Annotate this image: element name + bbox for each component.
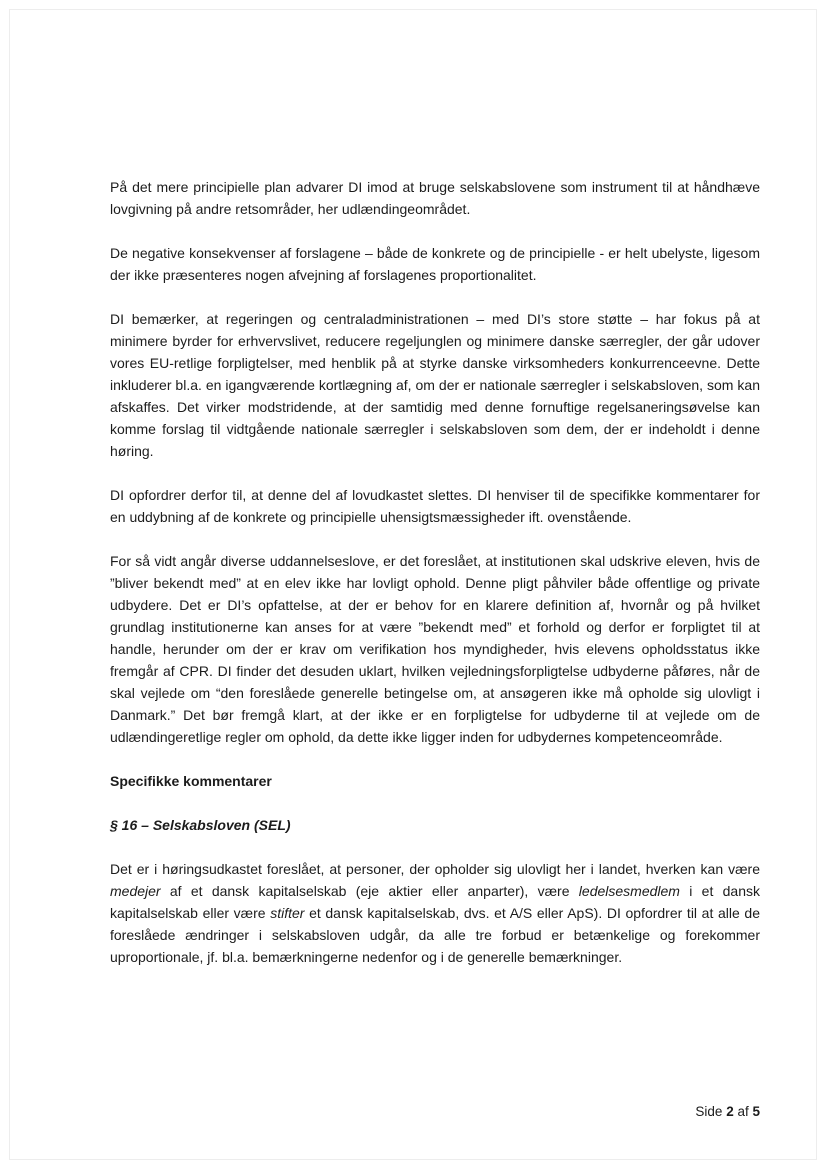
text-run: De negative konsekvenser af forslagene – både de konkrete og de principielle - er helt ubelyste, ligesom der ikke præsenteres nogen afvejning af forslagenes proportionalitet. (110, 245, 760, 283)
paragraph-4 (110, 484, 760, 528)
document-body (110, 176, 760, 990)
statute-heading (110, 814, 760, 836)
footer-text-run: 2 (726, 1104, 734, 1119)
paragraph-2 (110, 242, 760, 286)
paragraph-5 (110, 550, 760, 748)
text-run: stifter (270, 905, 305, 921)
text-run: For så vidt angår diverse uddannelseslove, er det foreslået, at institutionen skal udskrive eleven, hvis de ”bliver bekendt med” at en elev ikke har lovligt ophold. Denne pligt påhviler både offentlige og private udbydere. Det er DI’s opfattelse, at der er behov for en klarere definition af, hvornår og på hvilket grundlag institutionerne kan anses for at være ”bekendt med” et forhold og derfor er forpligtet til at handle, herunder om der er krav om verifikation hos myndigheder, hvis elevens opholdsstatus ikke fremgår af CPR. DI finder det desuden uklart, hvilken vejledningsforpligtelse udbyderne påføres, når de skal vejlede om “den foreslåede generelle betingelse om, at ansøgeren ikke må opholde sig ulovligt i Danmark.” Det bør fremgå klart, at der ikke er en forpligtelse for udbyderne til at vejlede om de udlændingeretlige regler om ophold, da dette ikke ligger inden for udbydernes kompetenceområde. (110, 553, 760, 745)
paragraph-3 (110, 308, 760, 462)
text-run: medejer (110, 883, 161, 899)
page-footer (695, 1102, 760, 1122)
text-run: ledelsesmedlem (578, 883, 680, 899)
text-run: På det mere principielle plan advarer DI imod at bruge selskabslovene som instrument til at håndhæve lovgivning på andre retsområder, her udlændingeområdet. (110, 179, 760, 217)
text-run: af et dansk kapitalselskab (eje aktier eller anparter), være (160, 883, 579, 899)
page-number-footer (695, 1104, 760, 1119)
footer-text-run: 5 (752, 1104, 760, 1119)
text-run: Specifikke kommentarer (110, 773, 272, 789)
paragraph-6 (110, 858, 760, 968)
section-heading (110, 770, 760, 792)
text-run: Det er i høringsudkastet foreslået, at personer, der opholder sig ulovligt her i landet, hverken kan være (110, 861, 760, 877)
text-run: DI bemærker, at regeringen og centraladministrationen – med DI’s store støtte – har fokus på at minimere byrder for erhvervslivet, reducere regeljunglen og minimere danske særregler, der går udover vores EU-retlige forpligtelser, med henblik på at styrke danske virksomheders konkurrenceevne. Dette inkluderer bl.a. en igangværende kortlægning af, om der er nationale særregler i selskabsloven, som kan afskaffes. Det virker modstridende, at der samtidig med denne fornuftige regelsaneringsøvelse kan komme forslag til vidtgående nationale særregler i selskabsloven som dem, der er indeholdt i denne høring. (110, 311, 760, 459)
paragraph-1 (110, 176, 760, 220)
text-run: i et dansk kapitalselskab eller være (110, 883, 760, 921)
text-run: et dansk kapitalselskab, dvs. et A/S eller ApS). DI opfordrer til at alle de foreslåede ændringer i selskabsloven udgår, da alle tre forbud er betænkelige og forekommer uproportionale, jf. bl.a. bemærkningerne nedenfor og i de generelle bemærkninger. (110, 905, 760, 965)
text-run: DI opfordrer derfor til, at denne del af lovudkastet slettes. DI henviser til de specifikke kommentarer for en uddybning af de konkrete og principielle uhensigtsmæssigheder ift. ovenstående. (110, 487, 760, 525)
footer-text-run: af (733, 1104, 753, 1119)
text-run: § 16 – Selskabsloven (SEL) (110, 817, 291, 833)
footer-text-run: Side (695, 1104, 727, 1119)
